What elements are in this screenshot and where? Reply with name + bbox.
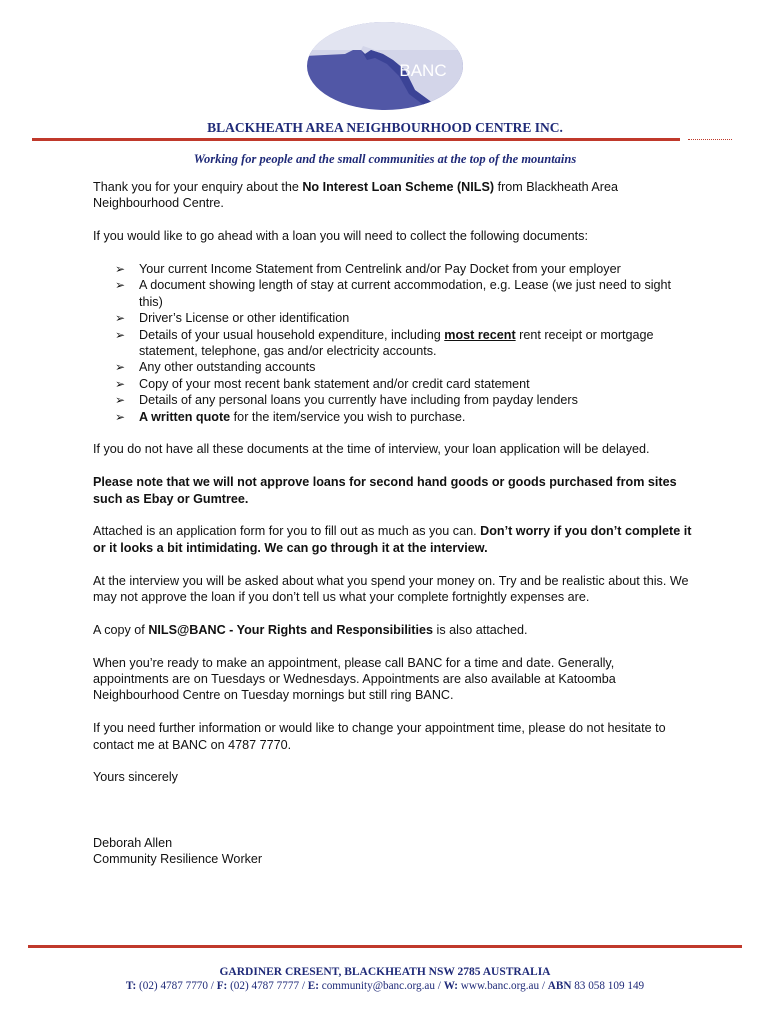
arrow-bullet-icon: ➢ bbox=[115, 409, 126, 424]
signer-title: Community Resilience Worker bbox=[93, 852, 263, 867]
footer-contact-line: T: (02) 4787 7770 / F: (02) 4787 7777 / E: community@banc.org.au / W: www.banc.org.au / ABN 83 058 109 149 bbox=[125, 980, 645, 992]
arrow-bullet-icon: ➢ bbox=[115, 311, 126, 326]
nils-name: No Interest Loan Scheme (NILS) bbox=[302, 180, 495, 194]
organisation-name: BLACKHEATH AREA NEIGHBOURHOOD CENTRE INC. bbox=[207, 120, 563, 135]
footer-rule bbox=[28, 945, 742, 948]
appointment-paragraph: When you’re ready to make an appointment, please call BANC for a time and date. Generally, appointments are on Tuesdays or Wednesdays. Appointments are also available at Katoomba Neighbourhood Centre on Tuesday mornings but still ring BANC. bbox=[93, 655, 616, 703]
fax-number: (02) 4787 7777 / bbox=[227, 980, 308, 992]
logo-text: BANC bbox=[399, 61, 447, 80]
letter-body bbox=[93, 179, 693, 868]
second-hand-goods-notice: Please note that we will not approve loans for second hand goods or goods purchased from sites such as Ebay or Gumtree. bbox=[93, 475, 677, 506]
list-item: ➢ Driver’s License or other identification bbox=[115, 311, 350, 326]
phone-number: (02) 4787 7770 / bbox=[136, 980, 217, 992]
abn-number: 83 058 109 149 bbox=[571, 980, 645, 992]
arrow-bullet-icon: ➢ bbox=[115, 376, 126, 391]
documents-intro: If you would like to go ahead with a loan you will need to collect the following documents: bbox=[93, 229, 588, 244]
website: www.banc.org.au / bbox=[457, 980, 548, 992]
arrow-bullet-icon: ➢ bbox=[115, 278, 126, 293]
list-item: ➢ A document showing length of stay at current accommodation, e.g. Lease (we just need to sight this) bbox=[115, 278, 672, 309]
list-item: ➢ Details of your usual household expenditure, including most recent rent receipt or mortgage statement, telephone, gas and/or electricity accounts. bbox=[115, 327, 654, 359]
list-item: ➢ Details of any personal loans you currently have including from payday lenders bbox=[115, 393, 578, 408]
interview-paragraph: At the interview you will be asked about what you spend your money on. Try and be realistic about this. We may not approve the loan if you don’t tell us what your complete fortnightly expenses are. bbox=[93, 573, 689, 605]
application-form-paragraph: Attached is an application form for you to fill out as much as you can. Don’t worry if you don’t complete it or it looks a bit intimidating. We can go through it at the interview. bbox=[93, 524, 692, 555]
further-info-paragraph: If you need further information or would like to change your appointment time, please do not hesitate to contact me at BANC on 4787 7770. bbox=[93, 721, 666, 752]
arrow-bullet-icon: ➢ bbox=[115, 393, 126, 408]
arrow-bullet-icon: ➢ bbox=[115, 262, 126, 276]
email-address: community@banc.org.au / bbox=[318, 980, 444, 992]
tagline: Working for people and the small communities at the top of the mountains bbox=[193, 152, 577, 166]
arrow-bullet-icon: ➢ bbox=[115, 360, 126, 375]
list-item: ➢ Copy of your most recent bank statement and/or credit card statement bbox=[115, 376, 530, 391]
closing: Yours sincerely bbox=[93, 770, 178, 785]
list-item: ➢ Your current Income Statement from Centrelink and/or Pay Docket from your employer bbox=[115, 262, 621, 276]
banc-logo bbox=[305, 20, 465, 112]
header-rule bbox=[32, 138, 680, 141]
footer-address: GARDINER CRESENT, BLACKHEATH NSW 2785 AUSTRALIA bbox=[219, 966, 551, 978]
documents-list bbox=[93, 261, 693, 425]
list-item: ➢ A written quote for the item/service you wish to purchase. bbox=[115, 409, 466, 424]
header-rule-dots bbox=[688, 139, 732, 140]
rights-paragraph: A copy of NILS@BANC - Your Rights and Responsibilities is also attached. bbox=[93, 622, 528, 637]
signer-name: Deborah Allen bbox=[93, 836, 173, 851]
emphasis-most-recent: most recent bbox=[444, 327, 516, 342]
intro-paragraph: Thank you for your enquiry about the No Interest Loan Scheme (NILS) from Blackheath Area Neighbourhood Centre. bbox=[93, 180, 618, 211]
list-item: ➢ Any other outstanding accounts bbox=[115, 360, 316, 375]
signature-block bbox=[93, 835, 693, 868]
arrow-bullet-icon: ➢ bbox=[115, 327, 126, 342]
delay-notice: If you do not have all these documents at the time of interview, your loan application will be delayed. bbox=[93, 442, 650, 457]
banc-logo-graphic bbox=[305, 20, 465, 112]
